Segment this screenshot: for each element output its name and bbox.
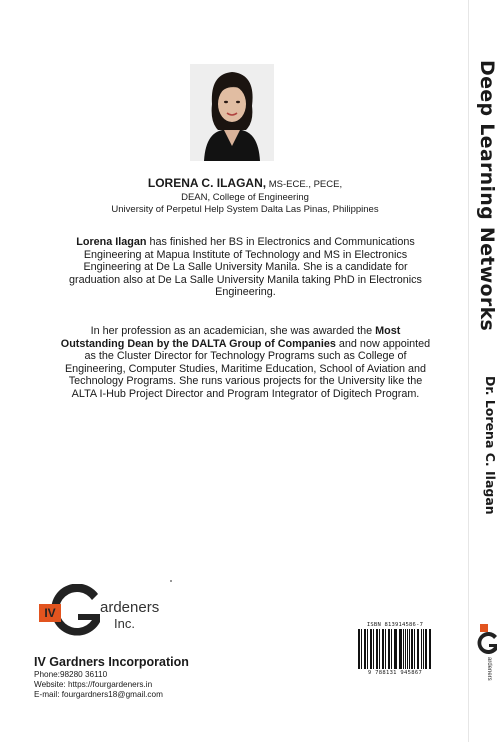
author-name-line: [60, 176, 430, 192]
isbn-bottom-text: 9 788131 945867: [367, 670, 423, 676]
barcode-bar: [414, 629, 415, 669]
author-photo: [190, 64, 274, 161]
logo-badge-text: IV: [44, 606, 56, 620]
bio-p2-text1: In her profession as an academician, she was awarded the: [90, 325, 376, 337]
barcode-bar: [412, 629, 413, 669]
barcode-bar: [385, 629, 387, 669]
publisher-name: IV Gardners Incorporation: [34, 655, 189, 669]
spine-title: Deep Learning Networks: [476, 60, 498, 332]
spine-logo-text: ardeners Inc.: [486, 657, 492, 682]
barcode-bar: [365, 629, 366, 669]
barcode-bar: [421, 629, 422, 669]
bio-p2-text2: and now appointed as the Cluster Director for Technology Programs such as College of Engineering, Computer Studies, Maritime Education, School of Aviation and Technology Programs. She runs various projects for the University like the ALTA I-Hub Project Director and Program Integrator of Digitech Program.: [64, 337, 431, 400]
bio-paragraph-1: [58, 236, 433, 299]
barcode-bar: [396, 629, 397, 669]
barcode-bar: [430, 629, 431, 669]
bio-award: Most Outstanding Dean by the DALTA Group of Companies: [60, 325, 401, 350]
publisher-logo: [38, 584, 168, 646]
barcode-bar: [373, 629, 374, 669]
barcode-bar: [409, 629, 410, 669]
barcode-bar: [389, 629, 390, 669]
author-name: LORENA C. ILAGAN,: [147, 176, 267, 190]
barcode-bar: [400, 629, 402, 669]
barcode-bar: [407, 629, 408, 669]
barcode-bar: [379, 629, 380, 669]
barcode-bar: [425, 629, 426, 669]
barcode-bars: [358, 629, 432, 669]
spine-author: Dr. Lorena C. Ilagan: [483, 376, 498, 515]
publisher-info: [34, 655, 294, 700]
publisher-phone: Phone:98280 36110: [34, 670, 108, 679]
barcode-bar: [391, 629, 392, 669]
bio-paragraph-2: [58, 325, 433, 401]
barcode-bar: [418, 629, 420, 669]
barcode-bar: [383, 629, 384, 669]
barcode-bar: [426, 629, 427, 669]
author-header: [60, 176, 430, 216]
logo-word1: ardeners: [100, 599, 160, 616]
isbn-barcode: [358, 621, 432, 681]
bio-name: Lorena Ilagan: [76, 236, 147, 248]
barcode-bar: [359, 629, 360, 669]
author-institution: University of Perpetul Help System Dalta Las Pinas, Philippines: [111, 204, 379, 215]
logo-word2: Inc.: [114, 616, 135, 631]
author-position: DEAN, College of Engineering: [181, 192, 309, 203]
barcode-bar: [403, 629, 404, 669]
publisher-website: Website: https://fourgardeners.in: [34, 680, 153, 689]
barcode-bar: [371, 629, 372, 669]
spine-publisher-logo: [475, 622, 500, 682]
isbn-top-text: ISBN 813914586-7: [366, 622, 424, 628]
author-credentials: MS-ECE., PECE,: [266, 179, 343, 190]
barcode-bar: [367, 629, 369, 669]
barcode-bar: [395, 629, 396, 669]
bio-p1-text: has finished her BS in Electronics and Communications Engineering at Mapua Institute of Technology and MS in Electronics Engineering at De La Salle University Manila. She is a candidate for graduation also at De La Salle University Manila taking PhD in Electronics Engineering.: [69, 236, 422, 299]
publisher-email: E-mail: fourgardners18@gmail.com: [34, 690, 163, 699]
barcode-bar: [361, 629, 362, 669]
barcode-bar: [377, 629, 378, 669]
stray-dot: [170, 580, 172, 582]
